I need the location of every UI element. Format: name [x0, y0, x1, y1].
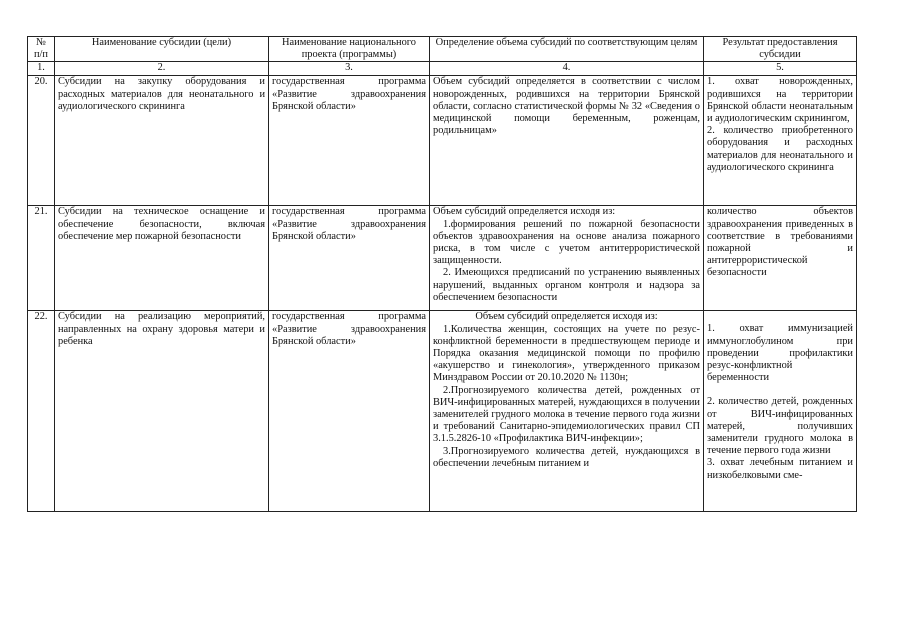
definition-paragraph: 2.Прогнозируемого количества детей, рожденных от ВИЧ-инфицированных матерей, нуждающихся в получении заменителей грудного молока в течение первого года жизни и требований Санитарно-эпидемиологических правил СП 3.1.5.2826-10 «Профилактика ВИЧ-инфекции»; — [433, 384, 700, 445]
subsidy-name: Субсидии на техническое оснащение и обеспечение безопасности, включая обеспечение мер пожарной безопасности — [55, 206, 269, 311]
program-name: государственная программа «Развитие здравоохранения Брянской области» — [269, 311, 430, 512]
volume-definition — [430, 76, 704, 206]
definition-paragraph: 3.Прогнозируемого количества детей, нуждающихся в обеспечении лечебным питанием и — [433, 445, 700, 469]
volume-definition — [430, 206, 704, 311]
result-item: 2. количество детей, рожденных от ВИЧ-инфицированных матерей, получивших заменители грудного молока в течение первого года жизни — [707, 396, 853, 457]
definition-paragraph: Объем субсидий определяется в соответствии с числом новорожденных, родившихся на территории Брянской области, согласно статистической формы № 32 «Сведения о медицинской помощи беременным, роженцам, родильницам» — [433, 76, 700, 137]
result-item: 2. количество приобретенного оборудования и расходных материалов для неонатального и аудиологического скрининга — [707, 125, 853, 173]
table-row — [28, 76, 857, 206]
definition-paragraph: 2. Имеющихся предписаний по устранению выявленных нарушений, выданных органом контроля и надзора за обеспечением безопасности — [433, 267, 700, 303]
index-row — [28, 62, 857, 76]
result-cell — [704, 311, 857, 512]
row-number: 22. — [28, 311, 55, 512]
result-cell — [704, 76, 857, 206]
table-row — [28, 311, 857, 512]
subsidy-name: Субсидии на закупку оборудования и расходных материалов для неонатального и аудиологического скрининга — [55, 76, 269, 206]
index-cell: 2. — [55, 62, 269, 76]
program-name: государственная программа «Развитие здравоохранения Брянской области» — [269, 76, 430, 206]
definition-paragraph: Объем субсидий определяется исходя из: — [475, 311, 658, 323]
definition-paragraph: 1.формирования решений по пожарной безопасности объектов здравоохранения на основе анализа пожарного риска, в том числе с учетом антитеррористической защищенности. — [433, 218, 700, 267]
header-national-project: Наименование национального проекта (программы) — [269, 37, 430, 62]
result-item: 3. охват лечебным питанием и низкобелковыми сме- — [707, 457, 853, 481]
header-subsidy-name: Наименование субсидии (цели) — [55, 37, 269, 62]
table-row — [28, 206, 857, 311]
result-item: количество объектов здравоохранения приведенных в соответствие в требованиями пожарной и антитеррористической безопасности — [707, 206, 853, 279]
volume-definition — [430, 311, 704, 512]
definition-paragraph: Объем субсидий определяется исходя из: — [433, 206, 616, 218]
result-cell — [704, 206, 857, 311]
index-cell: 3. — [269, 62, 430, 76]
program-name: государственная программа «Развитие здравоохранения Брянской области» — [269, 206, 430, 311]
index-cell: 5. — [704, 62, 857, 76]
result-item: 1. охват новорожденных, родившихся на территории Брянской области неонатальным и аудиологическим скринингом, — [707, 76, 853, 125]
row-number: 21. — [28, 206, 55, 311]
result-item: 1. охват иммунизацией иммуноглобулином при проведении профилактики резус-конфликтной беременности — [707, 323, 853, 384]
index-cell: 4. — [430, 62, 704, 76]
definition-paragraph: 1.Количества женщин, состоящих на учете по резус-конфликтной беременности в предшествующем периоде и Порядка оказания медицинской помощи по профилю «акушерство и гинекология», утвержденного приказом Минздравом России от 20.10.2020 № 1130н; — [433, 323, 700, 384]
index-cell: 1. — [28, 62, 55, 76]
header-volume-definition: Определение объема субсидий по соответствующим целям — [430, 37, 704, 62]
subsidy-table — [27, 36, 857, 512]
row-number: 20. — [28, 76, 55, 206]
subsidy-name: Субсидии на реализацию мероприятий, направленных на охрану здоровья матери и ребенка — [55, 311, 269, 512]
header-result: Результат предоставления субсидии — [704, 37, 857, 62]
header-row — [28, 37, 857, 62]
header-number: № п/п — [28, 37, 55, 62]
